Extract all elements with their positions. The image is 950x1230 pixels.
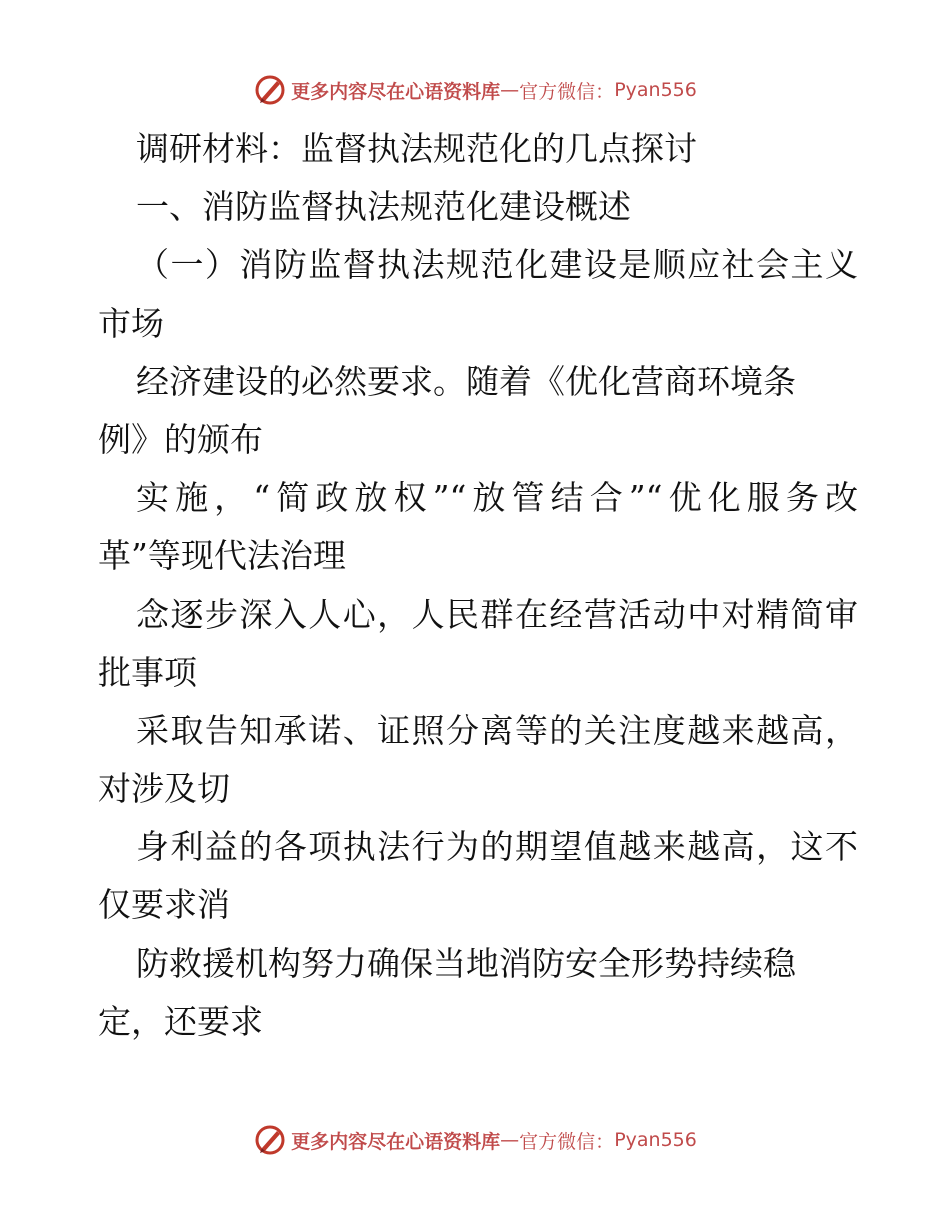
footer-watermark	[0, 1120, 950, 1160]
text-line: 定，还要求	[98, 1001, 263, 1041]
text-line: 念逐步深入人心，人民群在经营活动中对精简审	[136, 594, 858, 634]
document-body	[98, 120, 858, 1051]
text-line: 仅要求消	[98, 885, 230, 925]
text-line: 革”等现代法治理	[98, 536, 346, 576]
text-line: 市场	[98, 303, 164, 343]
text-line: （一）消防监督执法规范化建设是顺应社会主义	[136, 245, 858, 285]
watermark-wechat-id: Pyan556	[614, 79, 697, 101]
text-line: 一、消防监督执法规范化建设概述	[136, 187, 631, 227]
text-line: 实施，“简政放权”“放管结合”“优化服务改	[136, 478, 858, 518]
text-line: 身利益的各项执法行为的期望值越来越高，这不	[136, 827, 858, 867]
header-watermark	[0, 70, 950, 110]
watermark-main-text: 更多内容尽在心语资料库	[291, 1130, 501, 1153]
text-line: 经济建设的必然要求。随着《优化营商环境条	[136, 361, 796, 401]
text-line: 例》的颁布	[98, 419, 263, 459]
text-line: 对涉及切	[98, 769, 230, 809]
watermark-wechat-id: Pyan556	[614, 1129, 697, 1151]
watermark-dash: —	[500, 1129, 520, 1151]
watermark-wechat-label: 官方微信：	[519, 1130, 615, 1153]
text-line: 批事项	[98, 652, 197, 692]
watermark-dash: —	[500, 79, 520, 101]
pen-logo-icon	[253, 73, 287, 107]
watermark-wechat-label: 官方微信：	[519, 80, 615, 103]
text-line: 采取告知承诺、证照分离等的关注度越来越高，	[136, 710, 858, 750]
text-line: 防救援机构努力确保当地消防安全形势持续稳	[136, 943, 796, 983]
pen-logo-icon	[253, 1123, 287, 1157]
text-line: 调研材料：监督执法规范化的几点探讨	[136, 129, 697, 168]
watermark-main-text: 更多内容尽在心语资料库	[291, 80, 501, 103]
